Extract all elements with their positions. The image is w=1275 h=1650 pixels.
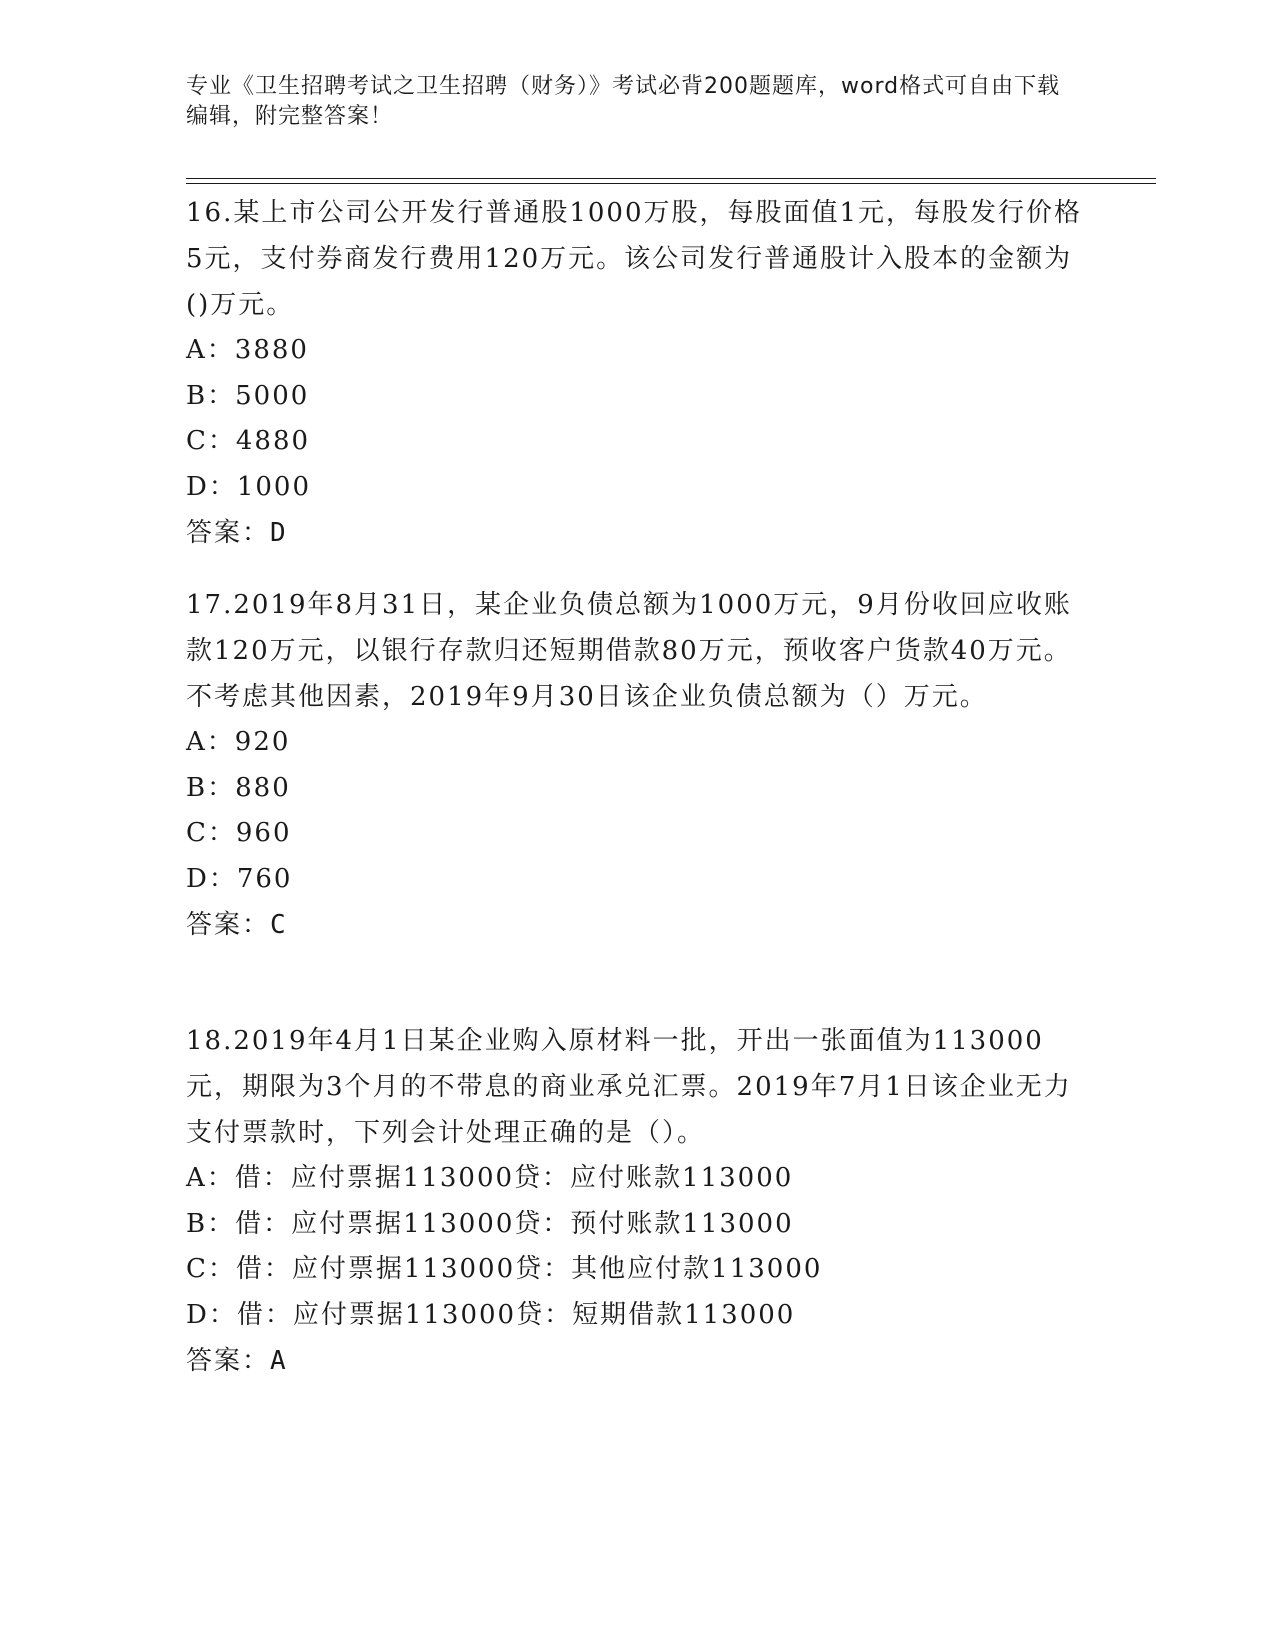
option-a: A：920 (186, 727, 291, 757)
answer-label: 答案： (186, 518, 271, 548)
option-d: D：760 (186, 863, 293, 894)
option-c: C：960 (186, 818, 292, 848)
answer-value: C (270, 910, 288, 940)
option-b: B：5000 (186, 380, 310, 411)
answer-label: 答案： (186, 1346, 271, 1376)
option-a: A：3880 (186, 335, 309, 365)
question-16 (186, 190, 1086, 556)
question-18 (186, 1018, 1086, 1384)
option-b: B：880 (186, 772, 291, 803)
question-17 (186, 582, 1086, 948)
header-rule-bottom (186, 183, 1156, 184)
answer-value: A (270, 1346, 288, 1376)
answer-line (186, 1338, 1086, 1384)
option-c: C：借：应付票据113000贷：其他应付款113000 (186, 1254, 823, 1284)
question-stem: 18.2019年4月1日某企业购入原材料一批，开出一张面值为113000元，期限为3个月的不带息的商业承兑汇票。2019年7月1日该企业无力支付票款时，下列会计处理正确的是（）。 (186, 1026, 1072, 1148)
answer-line (186, 902, 1086, 948)
option-c: C：4880 (186, 426, 311, 456)
option-d: D：1000 (186, 471, 312, 502)
answer-line (186, 510, 1086, 556)
document-header: 专业《卫生招聘考试之卫生招聘（财务）》考试必背200题题库，word格式可自由下载编辑，附完整答案！ (186, 74, 1061, 129)
option-a: A：借：应付票据113000贷：应付账款113000 (186, 1163, 794, 1193)
header-rule-top (186, 178, 1156, 179)
option-b: B：借：应付票据113000贷：预付账款113000 (186, 1208, 794, 1239)
option-d: D：借：应付票据113000贷：短期借款113000 (186, 1299, 796, 1330)
question-stem: 17.2019年8月31日，某企业负债总额为1000万元，9月份收回应收账款120万元，以银行存款归还短期借款80万元，预收客户货款40万元。不考虑其他因素，2019年9月30日该企业负债总额为（）万元。 (186, 590, 1072, 712)
answer-value: D (270, 518, 288, 548)
answer-label: 答案： (186, 910, 271, 940)
question-stem: 16.某上市公司公开发行普通股1000万股，每股面值1元，每股发行价格5元，支付券商发行费用120万元。该公司发行普通股计入股本的金额为()万元。 (186, 198, 1083, 320)
